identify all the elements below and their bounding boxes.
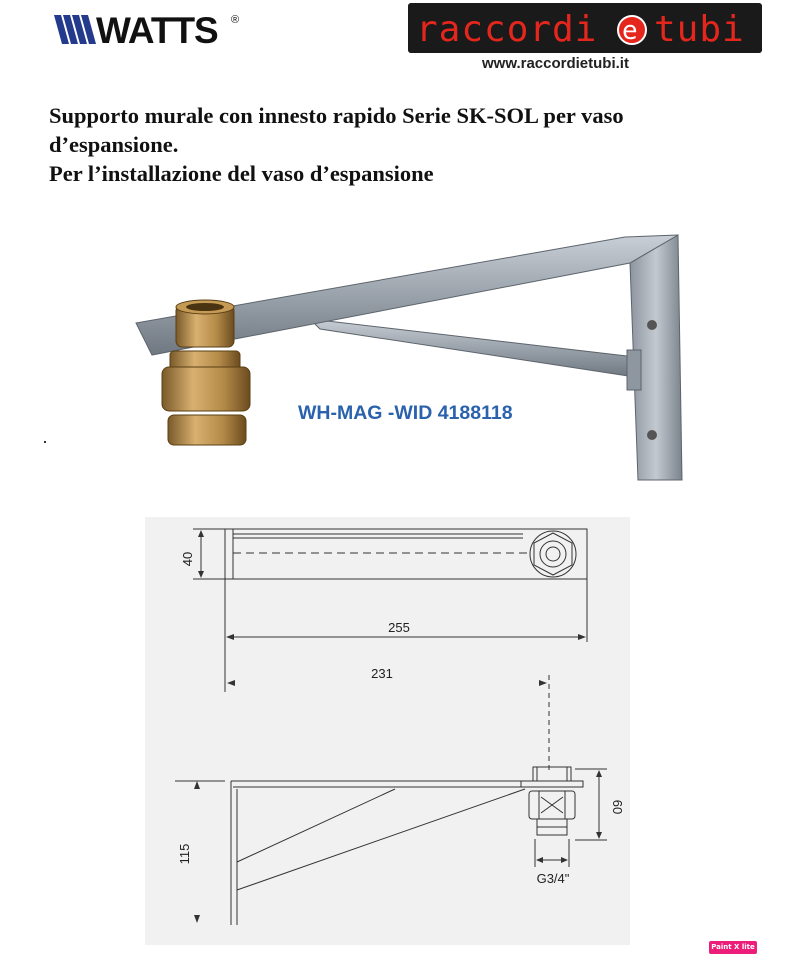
- raccordi-word: raccordi: [416, 9, 598, 50]
- stray-dot: [44, 441, 46, 443]
- dim-label-231: 231: [371, 666, 393, 681]
- dim-label-thread: G3/4": [536, 871, 570, 886]
- website-url[interactable]: www.raccordietubi.it: [482, 55, 629, 72]
- watts-stripes-icon: [54, 15, 96, 44]
- watts-logo: [52, 6, 244, 48]
- registered-mark: ®: [231, 14, 240, 26]
- dim-label-115: 115: [177, 843, 192, 865]
- product-code: WH-MAG -WID 4188118: [298, 402, 513, 424]
- paint-x-lite-badge: Paint X lite: [709, 941, 757, 954]
- product-photo: [130, 225, 690, 495]
- dim-label-255: 255: [388, 620, 410, 635]
- title-line-3: Per l’installazione del vaso d’espansione: [49, 161, 434, 186]
- tubi-word: tubi: [654, 9, 745, 50]
- technical-drawing: [145, 517, 630, 945]
- dim-label-60: 60: [610, 799, 625, 815]
- dim-label-40: 40: [180, 551, 195, 567]
- title-line-1: Supporto murale con innesto rapido Serie SK-SOL per vaso: [49, 103, 624, 128]
- raccordi-e-letter: e: [622, 16, 638, 46]
- title-line-2: d’espansione.: [49, 132, 179, 157]
- watts-wordmark: WATTS: [96, 10, 218, 48]
- raccordi-e-tubi-logo: [408, 3, 762, 53]
- page-title: [49, 101, 749, 188]
